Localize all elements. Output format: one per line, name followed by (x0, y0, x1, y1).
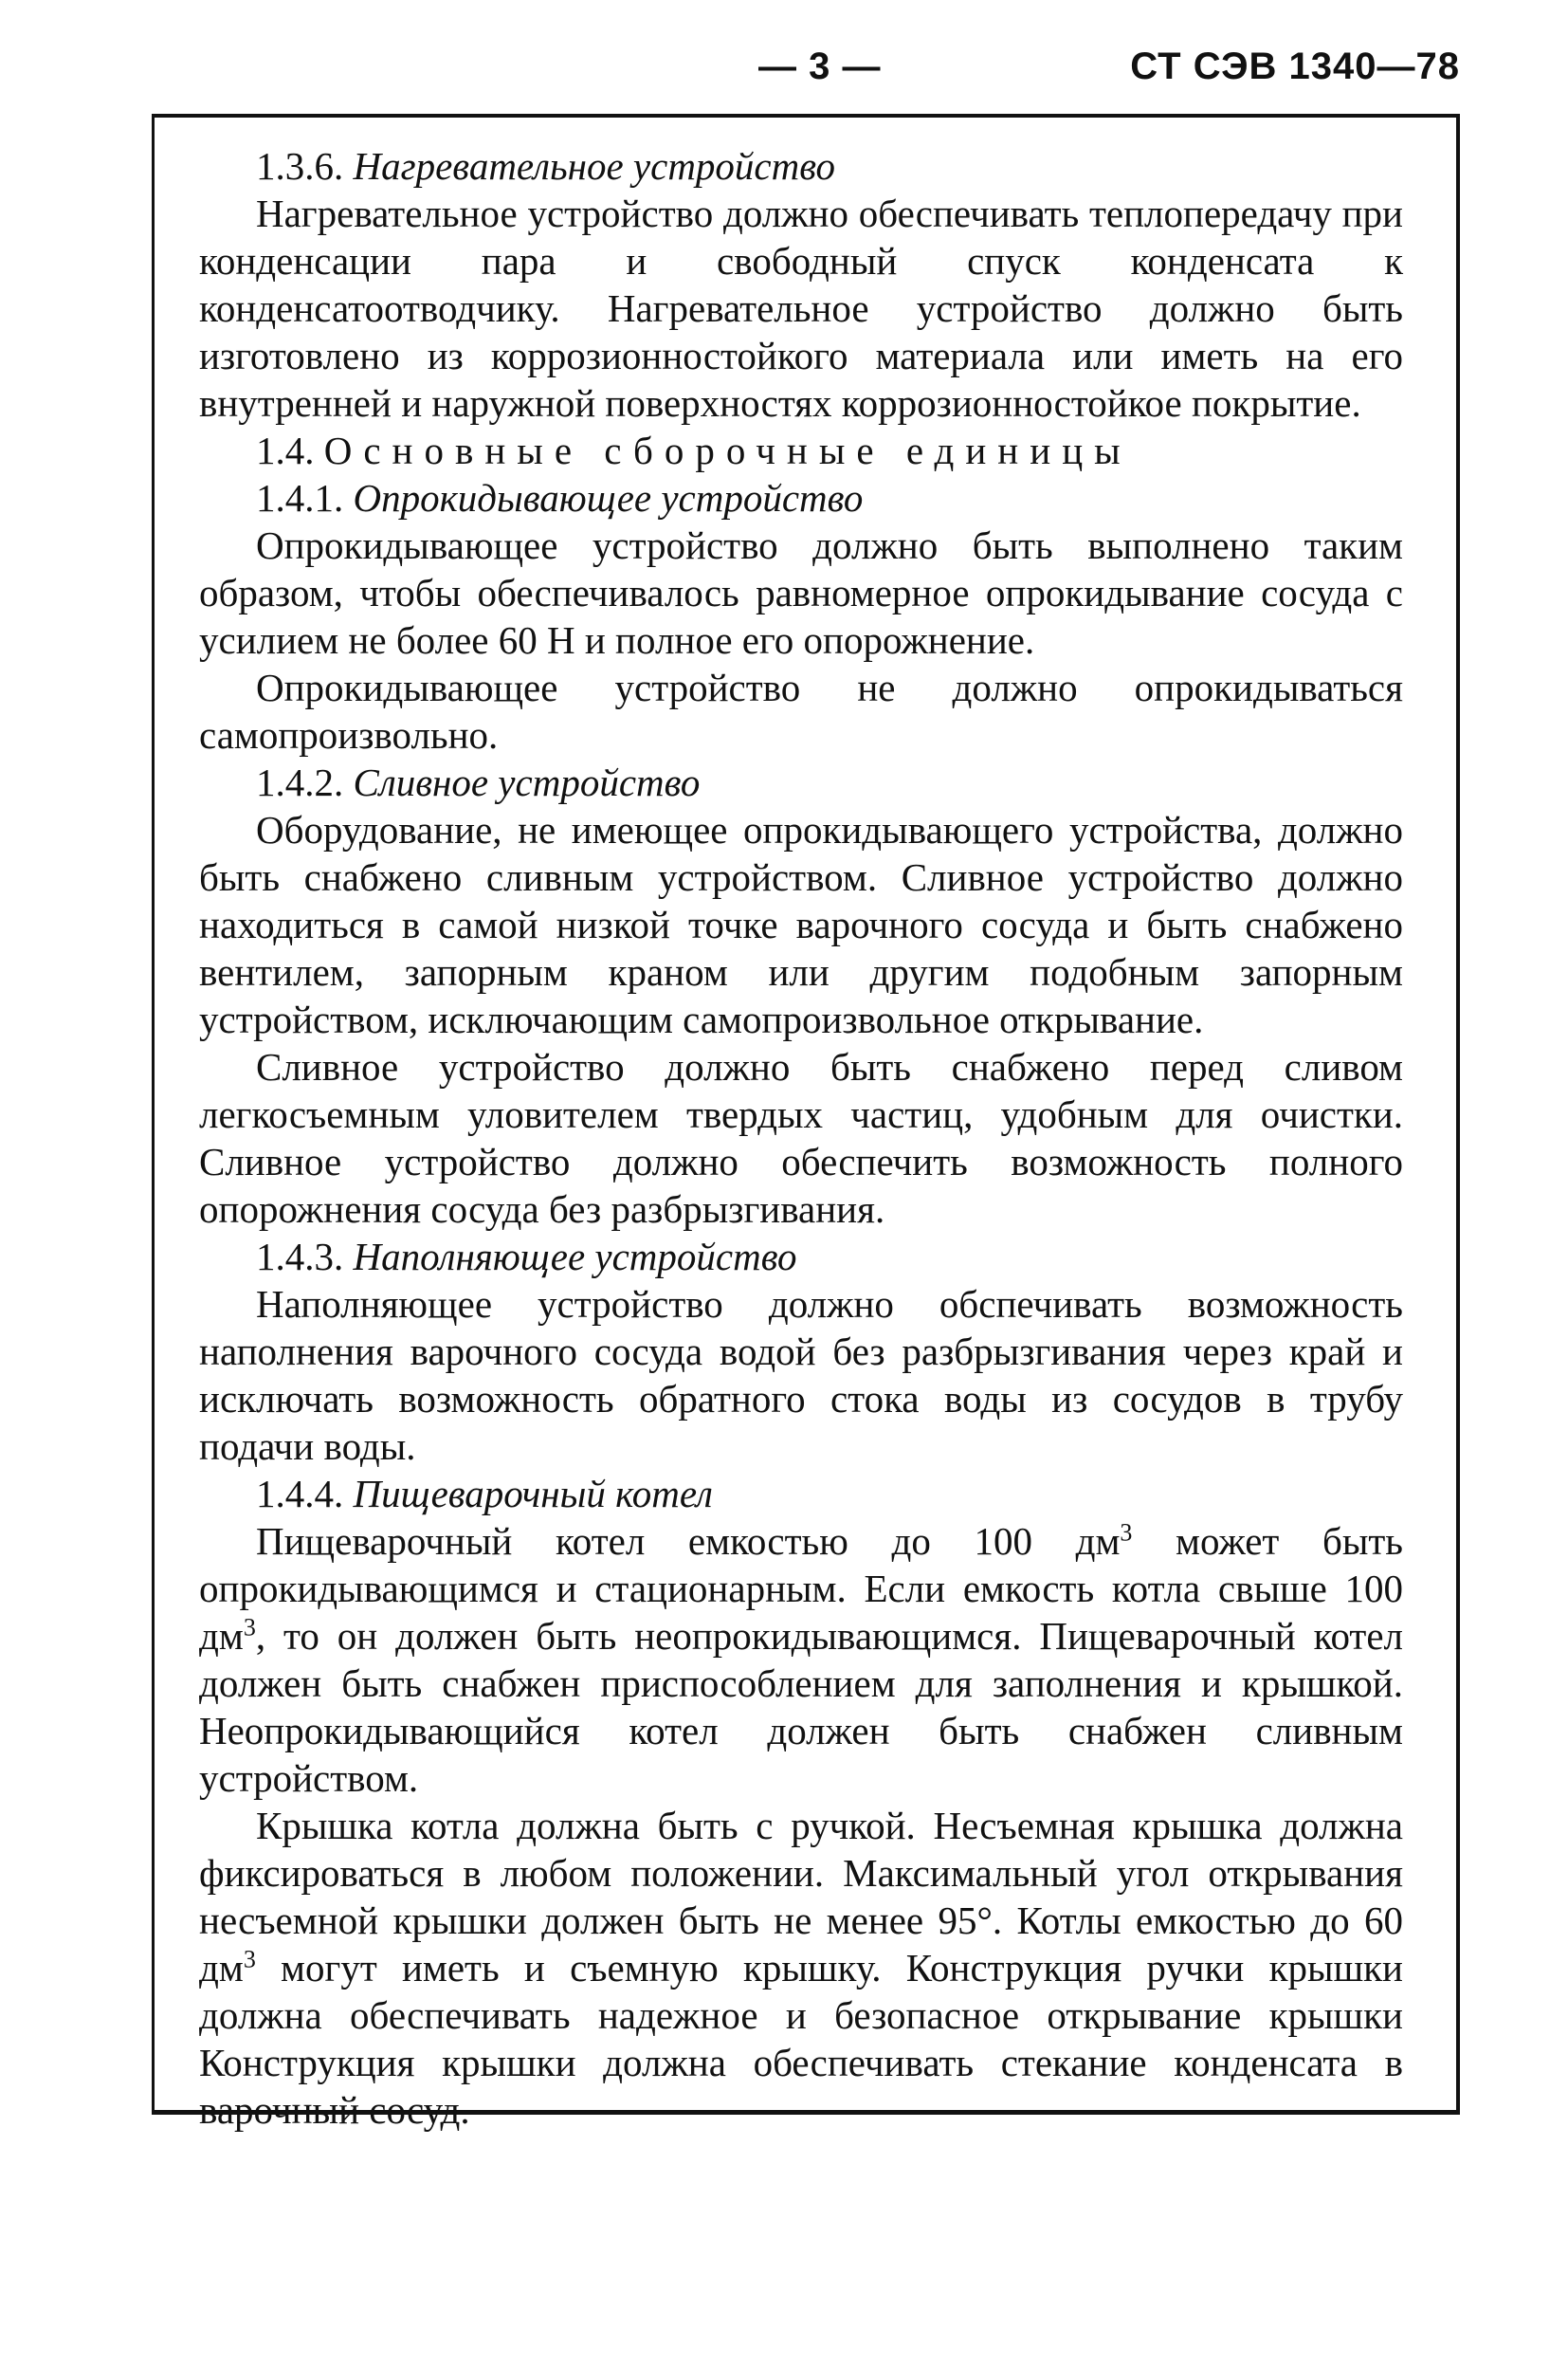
paragraph: Сливное устройство должно быть снабжено перед сливом легкосъемным уловителем твердых частиц, удобным для очистки. Сливное устройство должно обеспечить возможность полного опорожнения сосуда без разбрызгивания. (199, 1045, 1403, 1231)
section-number: 1.4.3. (256, 1235, 344, 1278)
paragraph (199, 1517, 1403, 1802)
document-body (199, 142, 1403, 2134)
section-title: Основные сборочные единицы (323, 429, 1132, 472)
superscript: 3 (243, 1945, 256, 1973)
section-number: 1.4.1. (256, 476, 344, 520)
section-title: Наполняющее устройство (353, 1235, 797, 1278)
text-run: Пищеварочный котел емкостью до 100 дм (256, 1519, 1121, 1563)
paragraph (199, 1802, 1403, 2134)
paragraph: Опрокидывающее устройство не должно опрокидываться самопроизвольно. (199, 666, 1403, 757)
superscript: 3 (243, 1613, 256, 1642)
document-code: СТ СЭВ 1340—78 (1130, 46, 1460, 87)
section-title: Опрокидывающее устройство (353, 476, 864, 520)
section-heading-1-4-2 (199, 759, 1403, 806)
section-title: Пищеварочный котел (353, 1472, 713, 1515)
paragraph: Опрокидывающее устройство должно быть выполнено таким образом, чтобы обеспечивалось равномерное опрокидывание сосуда с усилием не более 60 Н и полное его опорожнение. (199, 523, 1403, 662)
section-heading-1-4 (199, 427, 1403, 474)
section-number: 1.4.4. (256, 1472, 344, 1515)
page-number: — 3 — (758, 46, 882, 87)
superscript: 3 (1120, 1518, 1133, 1547)
paragraph: Нагревательное устройство должно обеспечивать теплопередачу при конденсации пара и свободный спуск конденсата к конденсатоотводчику. Нагревательное устройство должно быть изготовлено из коррозионностойкого материала или иметь на его внутренней и наружной поверхностях коррозионностойкое покрытие. (199, 192, 1403, 425)
text-run: может быть опрокидывающимся и стационарным. Если емкость котла свыше 100 дм (199, 1519, 1403, 1658)
section-heading-1-4-1 (199, 474, 1403, 522)
section-heading-1-3-6 (199, 142, 1403, 190)
paragraph: Наполняющее устройство должно обспечивать возможность наполнения варочного сосуда водой без разбрызгивания через край и исключать возможность обратного стока воды из сосудов в трубу подачи воды. (199, 1282, 1403, 1468)
page-header (152, 46, 1460, 102)
section-number: 1.3.6. (256, 144, 344, 188)
section-title: Нагревательное устройство (353, 144, 835, 188)
section-heading-1-4-3 (199, 1233, 1403, 1280)
section-title: Сливное устройство (353, 761, 701, 804)
section-number: 1.4. (256, 429, 315, 472)
text-run: могут иметь и съемную крышку. Конструкция ручки крышки должна обеспечивать надежное и безопасное открывание крышки Конструкция крышки должна обеспечивать стекание конденсата в варочный сосуд. (199, 1946, 1403, 2132)
paragraph: Оборудование, не имеющее опрокидывающего устройства, должно быть снабжено сливным устройством. Сливное устройство должно находиться в самой низкой точке варочного сосуда и быть снабжено вентилем, запорным краном или другим подобным запорным устройством, исключающим самопроизвольное открывание. (199, 808, 1403, 1041)
text-run: , то он должен быть неопрокидывающимся. Пищеварочный котел должен быть снабжен приспособлением для заполнения и крышкой. Неопрокидывающийся котел должен быть снабжен сливным устройством. (199, 1614, 1403, 1800)
section-heading-1-4-4 (199, 1470, 1403, 1517)
text-run: Крышка котла должна быть с ручкой. Несъемная крышка должна фиксироваться в любом положении. Максимальный угол открывания несъемной крышки должен быть не менее 95°. Котлы емкостью до 60 дм (199, 1804, 1403, 1990)
section-number: 1.4.2. (256, 761, 344, 804)
